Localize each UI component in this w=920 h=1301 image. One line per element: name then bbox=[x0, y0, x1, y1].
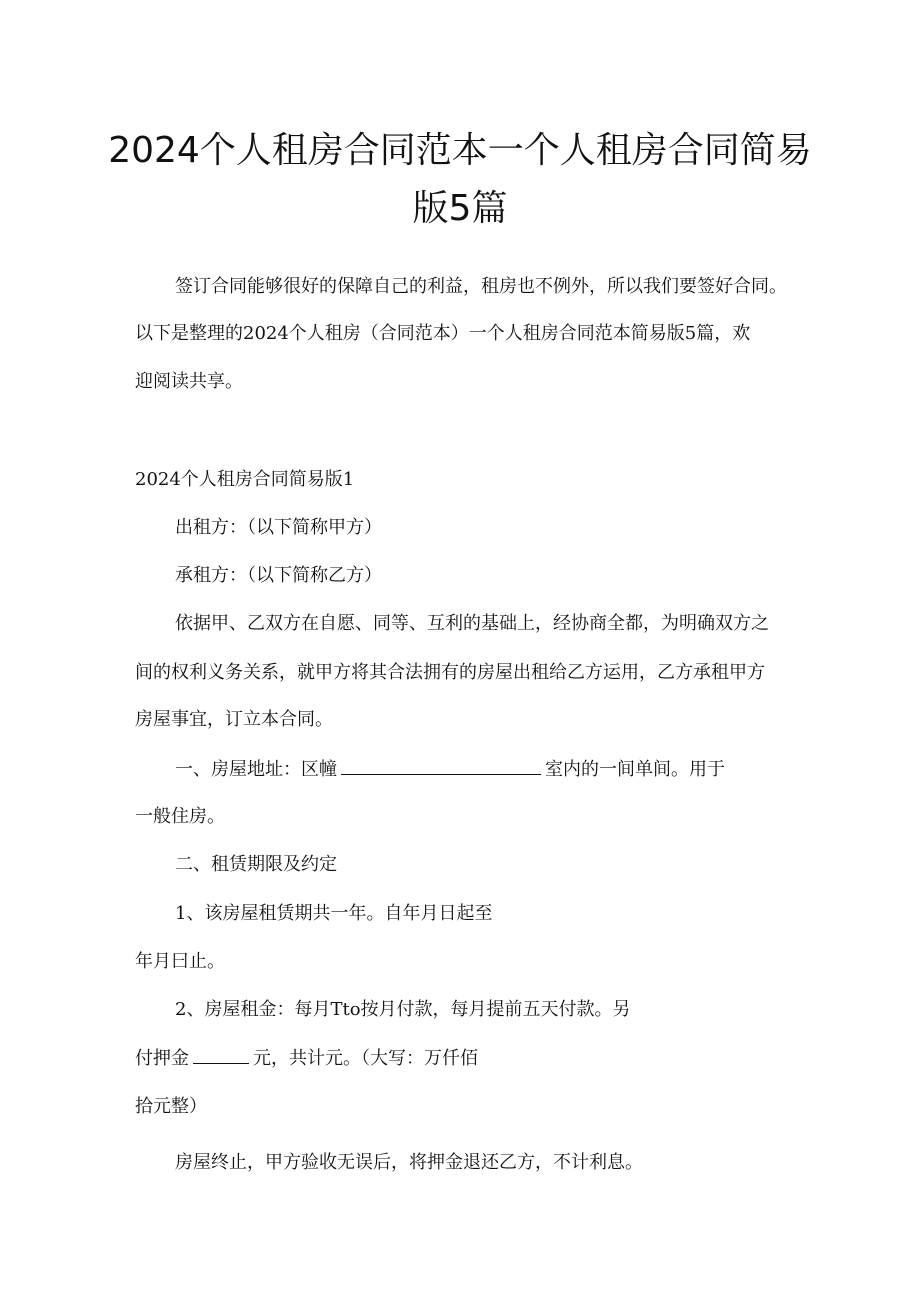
term-heading: 二、租赁期限及约定 bbox=[175, 854, 337, 875]
term-2-line-1: 2、房屋租金：每月Tto按月付款，每月提前五天付款。另 bbox=[175, 999, 631, 1020]
intro-line-3: 迎阅读共享。 bbox=[135, 371, 243, 392]
lessor-line: 出租方：（以下简称甲方） bbox=[175, 517, 382, 538]
deposit-return-line: 房屋终止，甲方验收无误后，将押金退还乙方，不计利息。 bbox=[175, 1152, 643, 1173]
document-title-line-2: 版5篇 bbox=[412, 188, 508, 229]
deposit-suffix: 元，共计元。（大写：万仟佰 bbox=[253, 1048, 478, 1069]
intro-line-2: 以下是整理的2024个人租房（合同范本）一个人租房合同范本简易版5篇，欢 bbox=[135, 323, 751, 344]
address-blank bbox=[341, 756, 541, 775]
deposit-prefix: 付押金 bbox=[135, 1048, 189, 1069]
deposit-blank bbox=[193, 1045, 249, 1064]
address-line-1 bbox=[175, 756, 725, 783]
term-2-line-2 bbox=[135, 1045, 478, 1072]
address-line-2: 一般住房。 bbox=[135, 806, 225, 827]
basis-line-2: 间的权利义务关系，就甲方将其合法拥有的房屋出租给乙方运用，乙方承租甲方 bbox=[135, 662, 765, 683]
basis-line-3: 房屋事宜，订立本合同。 bbox=[135, 709, 333, 730]
basis-line-1: 依据甲、乙双方在自愿、同等、互利的基础上，经协商全都，为明确双方之 bbox=[175, 613, 769, 634]
term-1-line-2: 年月曰止。 bbox=[135, 951, 225, 972]
address-prefix: 一、房屋地址：区幢 bbox=[175, 759, 337, 780]
lessee-line: 承租方：（以下简称乙方） bbox=[175, 565, 382, 586]
term-2-line-3: 拾元整） bbox=[135, 1096, 207, 1117]
intro-line-1: 签订合同能够很好的保障自己的利益，租房也不例外，所以我们要签好合同。 bbox=[175, 276, 787, 297]
document-title-line-1: 2024个人租房合同范本一个人租房合同简易 bbox=[108, 130, 812, 171]
address-suffix: 室内的一间单间。用于 bbox=[545, 759, 725, 780]
section-heading: 2024个人租房合同简易版1 bbox=[135, 469, 355, 490]
term-1-line-1: 1、该房屋租赁期共一年。自年月日起至 bbox=[175, 903, 493, 924]
